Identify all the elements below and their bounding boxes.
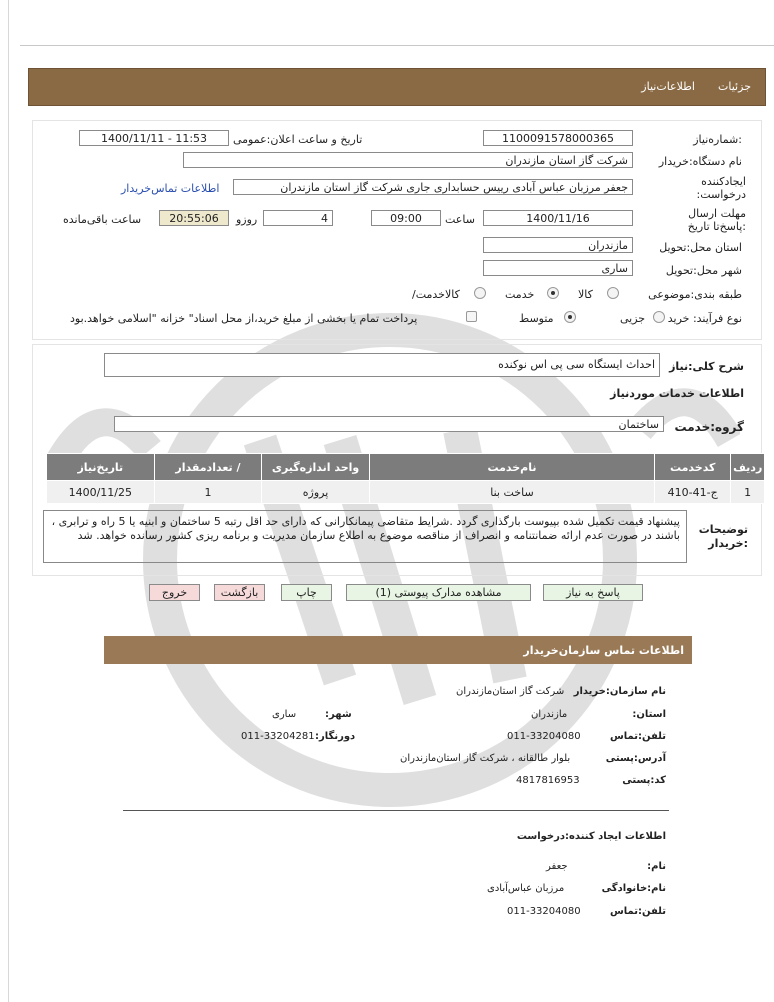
cell-quantity: 1 [154,481,262,504]
need-number-field: 1100091578000365 [483,130,633,146]
announce-field: 1400/11/11 - 11:53 [79,130,229,146]
reply-button[interactable]: پاسخ به نیاز [543,584,643,601]
cell-service-code: ج-41-410 [655,481,731,504]
deadline-time-field: 09:00 [371,210,441,226]
deadline-label: مهلت ارسال :پاسخ‌تا تاریخ [687,207,746,233]
contact-postal-label: کد:پستی [622,775,666,786]
contact-org-value: شرکت گاز استان‌مازندران [456,686,565,697]
radio-medium-label: متوسط [519,312,554,325]
radio-partial[interactable] [653,311,665,323]
city-field: ساری [483,260,633,276]
creator-family-value: مرزبان عباس‌آبادی [487,883,565,894]
buyer-org-label: نام دستگاه:خریدار [658,155,742,168]
col-unit: واحد اندازه‌گیری [262,454,370,481]
creator-name-value: جعفر [546,861,568,872]
need-description-field: احداث ایستگاه سی پی اس نوکنده [104,353,660,377]
table-row [47,481,765,504]
services-title: اطلاعات خدمات موردنیاز [610,387,744,400]
service-group-label: گروه:خدمت [674,420,744,434]
tab-need-info[interactable]: اطلاعات‌نیاز [641,80,695,93]
category-label: طبقه بندی:موضوعی [648,288,742,301]
contact-org-label: نام سازمان:خریدار [573,686,666,697]
process-label: نوع فرآیند: خرید [667,312,742,325]
contact-phone-label: تلفن:تماس [609,731,666,742]
contact-province-label: :استان [632,709,666,720]
contact-postal-value: 4817816953 [516,775,580,786]
cell-service-name: ساخت بنا [369,481,654,504]
cell-need-date: 1400/11/25 [47,481,155,504]
contact-address-value: بلوار طالقانه ، شرکت گاز استان‌مازندران [400,753,571,764]
remaining-label: ساعت باقی‌مانده [63,213,142,226]
creator-field: جعفر مرزبان عباس آبادی رییس حسابداری جاری شرکت گاز استان مازندران [233,179,633,195]
contact-city-label: :شهر [325,709,352,720]
service-group-field: ساختمان [114,416,664,432]
cell-row: 1 [731,481,765,504]
col-need-date: تاریخ‌نیاز [47,454,155,481]
contact-section-header [104,636,692,664]
radio-partial-label: جزیی [620,312,646,325]
print-button[interactable]: چاپ [281,584,332,601]
radio-service[interactable] [547,287,559,299]
radio-service-label: خدمت [505,288,535,301]
creator-info-title: اطلاعات ایجاد کننده:درخواست [516,831,666,842]
radio-goods-service-label: /کالاخدمت [412,288,460,301]
creator-phone-value: 011-33204080 [507,906,581,917]
services-table [46,453,765,504]
top-divider [20,45,774,46]
col-quantity: / تعدادمقدار [154,454,262,481]
buyer-org-field: شرکت گاز استان مازندران [183,152,633,168]
radio-medium[interactable] [564,311,576,323]
services-table-wrap [46,453,765,504]
back-button[interactable]: بازگشت [214,584,265,601]
contact-city-value: ساری [272,709,297,720]
attachments-button[interactable]: مشاهده مدارک پیوستی (1) [346,584,531,601]
col-service-name: نام‌خدمت [369,454,654,481]
radio-goods-service[interactable] [474,287,486,299]
announce-label: تاریخ و ساعت اعلان:عمومی [233,133,363,146]
province-field: مازندران [483,237,633,253]
buyer-notes-label: توضیحات :خریدار [698,523,748,550]
deadline-date-field: 1400/11/16 [483,210,633,226]
need-number-label: شماره‌نیاز: [693,133,742,146]
remaining-time-field: 20:55:06 [159,210,229,226]
payment-checkbox[interactable] [466,311,477,322]
contact-divider [123,810,669,811]
radio-goods[interactable] [607,287,619,299]
left-border-line [8,0,9,1002]
contact-fax-label: :دورنگار [315,731,356,742]
tab-details[interactable]: جزئیات [718,80,751,93]
tab-bar [28,68,766,106]
contact-address-label: آدرس:پستی [605,753,666,764]
radio-goods-label: کالا [578,288,593,301]
table-header-row [47,454,765,481]
buyer-contact-link[interactable]: اطلاعات تماس‌خریدار [121,182,220,195]
cell-unit: پروژه [262,481,370,504]
contact-phone-value: 011-33204080 [507,731,581,742]
time-label: ساعت [445,213,475,226]
col-service-code: کدخدمت [655,454,731,481]
contact-section-title: اطلاعات تماس سازمان‌خریدار [523,644,684,657]
creator-name-label: :نام [647,861,666,872]
payment-note: پرداخت تمام یا بخشی از مبلغ خرید،از محل اسناد" خزانه "اسلامی خواهد.بود [70,312,418,325]
exit-button[interactable]: خروج [149,584,200,601]
creator-family-label: نام:خانوادگی [601,883,666,894]
days-label: روزو [236,213,258,226]
contact-fax-value: 011-33204281 [241,731,315,742]
days-field: 4 [263,210,333,226]
creator-label: ایجادکننده درخواست: [696,175,746,201]
city-label: شهر محل:تحویل [665,264,742,277]
buyer-notes-field: پیشنهاد قیمت تکمیل شده بپیوست بارگذاری گردد .شرایط متقاضی پیمانکارانی که دارای حد اقل رتبه 5 ساختمان و ابنیه یا 5 راه و ترابری ، باشند در صورت عدم ارائه ضمانتنامه و انصراف از مناقصه موضوع به اطلاع سازمان مدیریت و برنامه ریزی کشور رسانده خواهد. شد [43,510,687,563]
col-row: ردیف [731,454,765,481]
province-label: استان محل:تحویل [659,241,742,254]
contact-province-value: مازندران [531,709,568,720]
creator-phone-label: تلفن:تماس [609,906,666,917]
need-description-label: شرح کلی:نیاز [669,360,744,373]
